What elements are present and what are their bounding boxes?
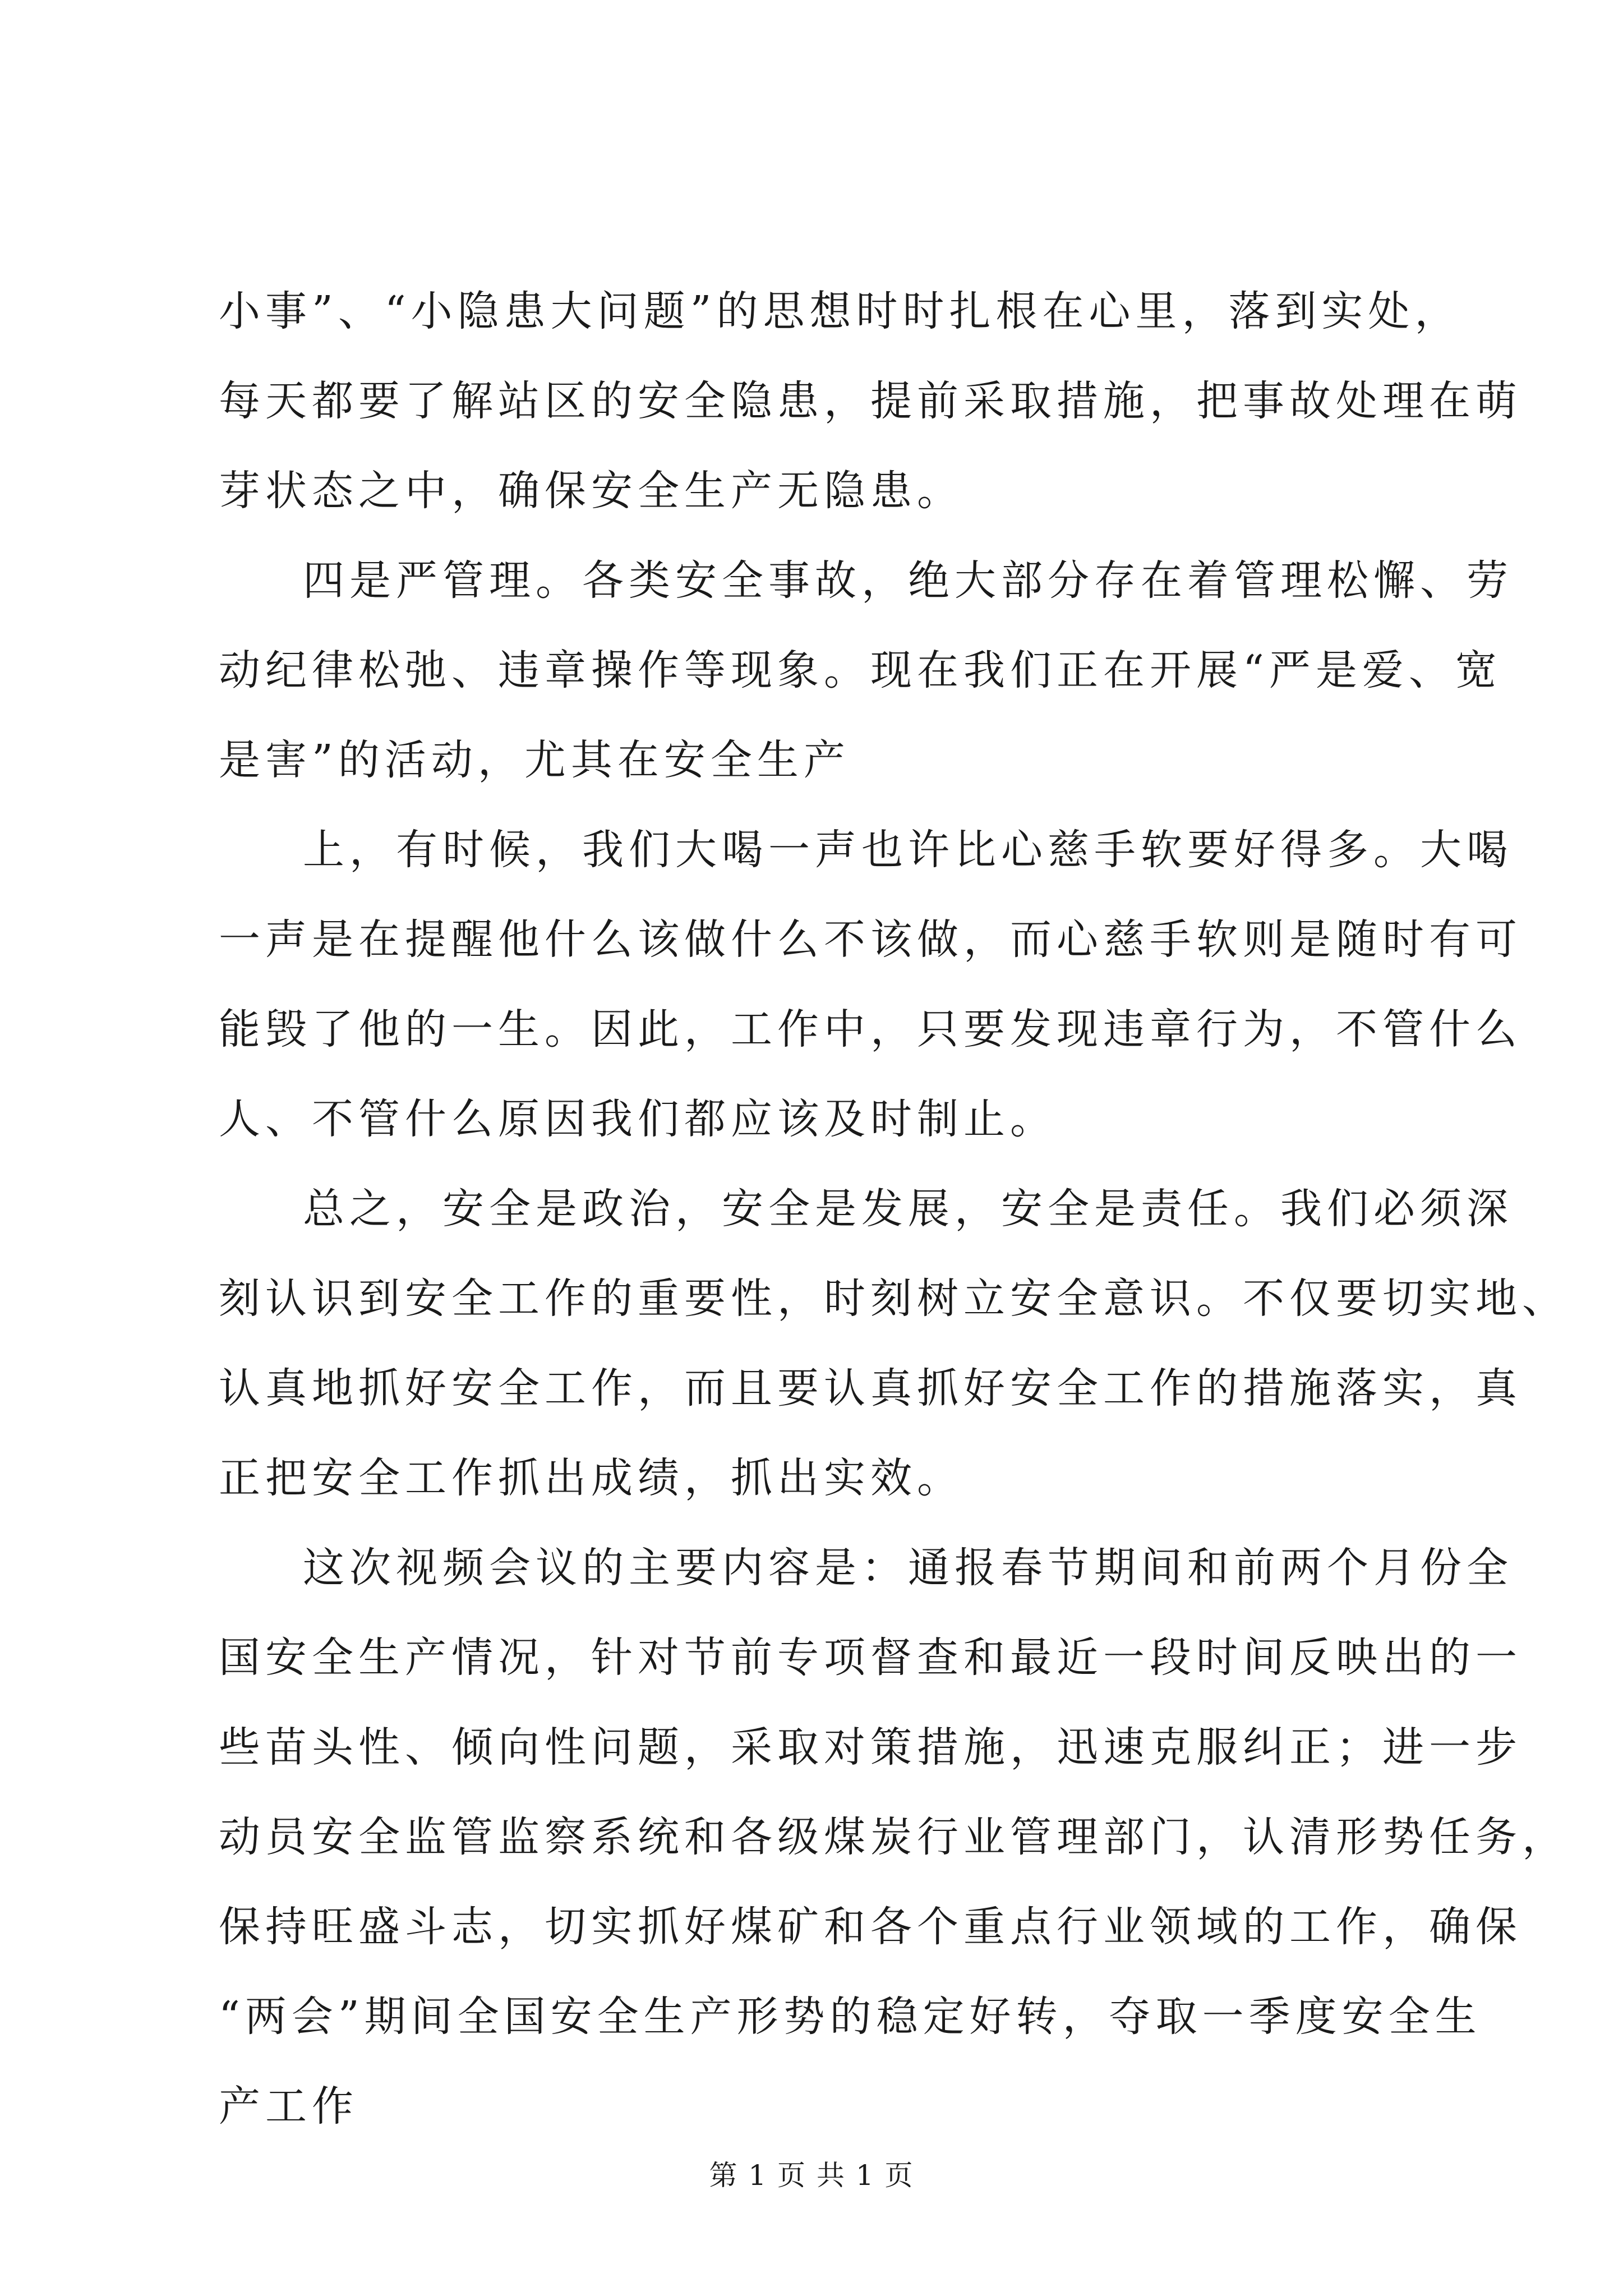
text-line: 认真地抓好安全工作，而且要认真抓好安全工作的措施落实，真 — [219, 1364, 1522, 1412]
paragraph-start-line: 总之，安全是政治，安全是发展，安全是责任。我们必须深 — [303, 1185, 1513, 1233]
text-line: 动纪律松弛、违章操作等现象。现在我们正在开展“严是爱、宽 — [219, 646, 1502, 694]
text-line: 人、不管什么原因我们都应该及时制止。 — [219, 1095, 1057, 1143]
text-line: 每天都要了解站区的安全隐患，提前采取措施，把事故处理在萌 — [219, 377, 1522, 425]
text-line: 产工作 — [219, 2082, 358, 2131]
paragraph-start-line: 四是严管理。各类安全事故，绝大部分存在着管理松懈、劳 — [303, 556, 1513, 605]
text-line: 小事”、“小隐患大问题”的思想时时扎根在心里，落到实处， — [219, 287, 1461, 335]
text-line: 保持旺盛斗志，切实抓好煤矿和各个重点行业领域的工作，确保 — [219, 1903, 1522, 1951]
text-line: 正把安全工作抓出成绩，抓出实效。 — [219, 1454, 963, 1502]
page-number-footer: 第 1 页 共 1 页 — [709, 2159, 914, 2192]
text-line: 动员安全监管监察系统和各级煤炭行业管理部门，认清形势任务， — [219, 1813, 1569, 1861]
paragraph-start-line: 上，有时候，我们大喝一声也许比心慈手软要好得多。大喝 — [303, 826, 1513, 874]
text-line: 国安全生产情况，针对节前专项督查和最近一段时间反映出的一 — [219, 1634, 1522, 1682]
paragraph-start-line: 这次视频会议的主要内容是：通报春节期间和前两个月份全 — [303, 1544, 1513, 1592]
text-line: 能毁了他的一生。因此，工作中，只要发现违章行为，不管什么 — [219, 1005, 1522, 1053]
text-line: 芽状态之中，确保安全生产无隐患。 — [219, 467, 963, 515]
text-line: 一声是在提醒他什么该做什么不该做，而心慈手软则是随时有可 — [219, 915, 1522, 964]
text-line: 刻认识到安全工作的重要性，时刻树立安全意识。不仅要切实地、 — [219, 1274, 1569, 1323]
text-line: 些苗头性、倾向性问题，采取对策措施，迅速克服纠正；进一步 — [219, 1723, 1522, 1772]
text-line: “两会”期间全国安全生产形势的稳定好转，夺取一季度安全生 — [219, 1993, 1482, 2041]
text-line: 是害”的活动，尤其在安全生产 — [219, 736, 850, 784]
